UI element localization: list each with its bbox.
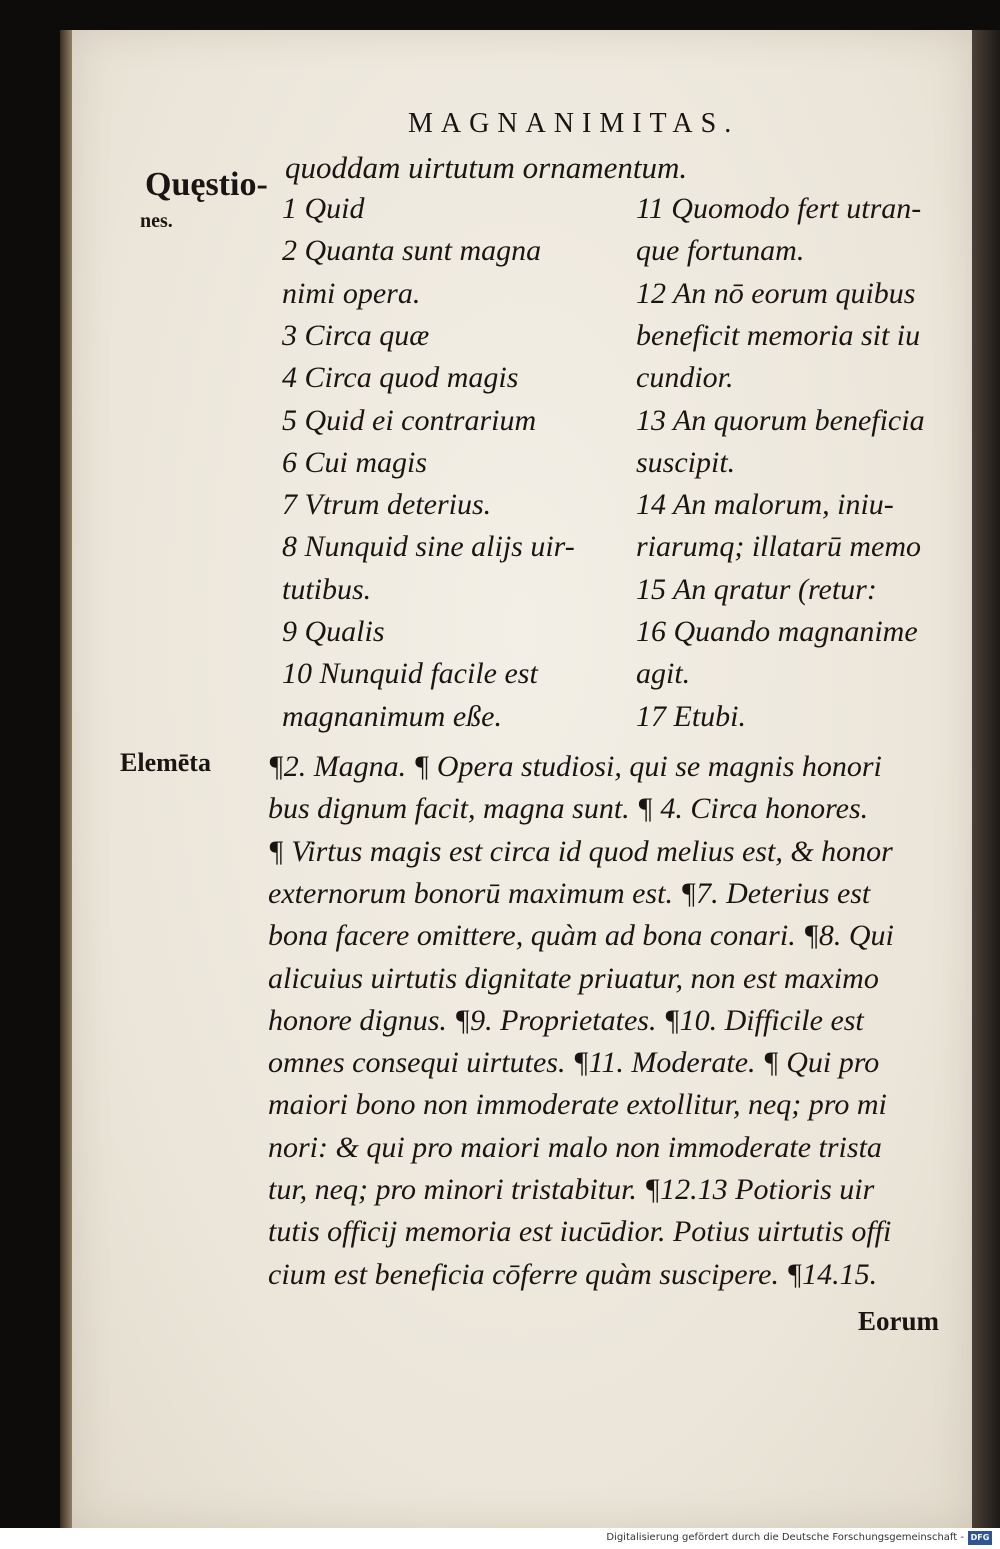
question-item: 15 An qratur (retur:	[636, 572, 877, 606]
question-item: 2 Quanta sunt magna	[282, 234, 542, 268]
margin-label-questiones-cont: nes.	[140, 210, 173, 232]
question-item: tutibus.	[282, 572, 372, 606]
question-item: 8 Nunquid sine alijs uir-	[282, 530, 575, 564]
question-item: 6 Cui magis	[282, 445, 428, 479]
intro-line: quoddam uirtutum ornamentum.	[285, 150, 688, 185]
catchword: Eorum	[858, 1306, 939, 1336]
body-line: omnes consequi uirtutes. ¶11. Moderate. ¶ Qui pro	[268, 1046, 880, 1080]
question-item: 14 An malorum, iniu-	[636, 488, 894, 522]
question-item: 10 Nunquid facile est	[282, 657, 538, 691]
question-item: 16 Quando magnanime	[636, 615, 918, 648]
question-item: 3 Circa quæ	[282, 318, 430, 352]
question-item: riarumq; illatarū memo	[636, 530, 921, 564]
body-line: honore dignus. ¶9. Proprietates. ¶10. Difficile est	[268, 1003, 864, 1037]
question-item: 7 Vtrum deterius.	[282, 488, 492, 522]
question-item: 9 Qualis	[282, 615, 385, 648]
question-item: 17 Etubi.	[636, 699, 746, 733]
body-line: cium est beneficia cōferre quàm suscipere. ¶14.15.	[268, 1257, 878, 1291]
question-item: beneficit memoria sit iu	[636, 318, 921, 352]
question-item: que fortunam.	[636, 234, 805, 268]
page-edge-right	[972, 30, 1000, 1528]
body-line: bona facere omittere, quàm ad bona conari. ¶8. Qui	[268, 919, 894, 953]
margin-label-elementa: Elemēta	[120, 748, 211, 777]
question-item: 12 An nō eorum quibus	[636, 276, 916, 310]
footer-credit: Digitalisierung gefördert durch die Deutsche Forschungsgemeinschaft -	[606, 1532, 964, 1543]
body-line: externorum bonorū maximum est. ¶7. Deterius est	[268, 876, 871, 910]
question-item: nimi opera.	[282, 276, 421, 310]
dfg-logo: DFG	[968, 1531, 992, 1545]
question-item: 13 An quorum beneficia	[636, 403, 925, 437]
question-item: suscipit.	[636, 445, 736, 479]
body-line: alicuius uirtutis dignitate priuatur, non est maximo	[268, 961, 879, 995]
question-item: magnanimum eße.	[282, 699, 502, 733]
body-line: bus dignum facit, magna sunt. ¶ 4. Circa honores.	[268, 792, 869, 826]
footer-bar	[0, 1528, 1000, 1549]
running-header: MAGNANIMITAS.	[408, 108, 740, 139]
body-line: tutis officij memoria est iucūdior. Potius uirtutis offi	[268, 1215, 892, 1249]
question-item: 4 Circa quod magis	[282, 361, 519, 395]
question-item: cundior.	[636, 361, 734, 395]
body-line: ¶2. Magna. ¶ Opera studiosi, qui se magnis honori	[268, 750, 882, 783]
question-item: agit.	[636, 657, 691, 691]
question-item: 5 Quid ei contrarium	[282, 403, 537, 437]
body-line: nori: & qui pro maiori malo non immoderate trista	[268, 1130, 882, 1164]
body-line: maiori bono non immoderate extollitur, neq; pro mi	[268, 1088, 887, 1122]
question-item: 1 Quid	[282, 192, 365, 225]
body-line: ¶ Virtus magis est circa id quod melius est, & honor	[268, 834, 893, 868]
body-line: tur, neq; pro minori tristabitur. ¶12.13 Potioris uir	[268, 1173, 875, 1206]
margin-label-questiones: Quęstio-	[145, 166, 268, 203]
question-item: 11 Quomodo fert utran-	[636, 192, 922, 225]
